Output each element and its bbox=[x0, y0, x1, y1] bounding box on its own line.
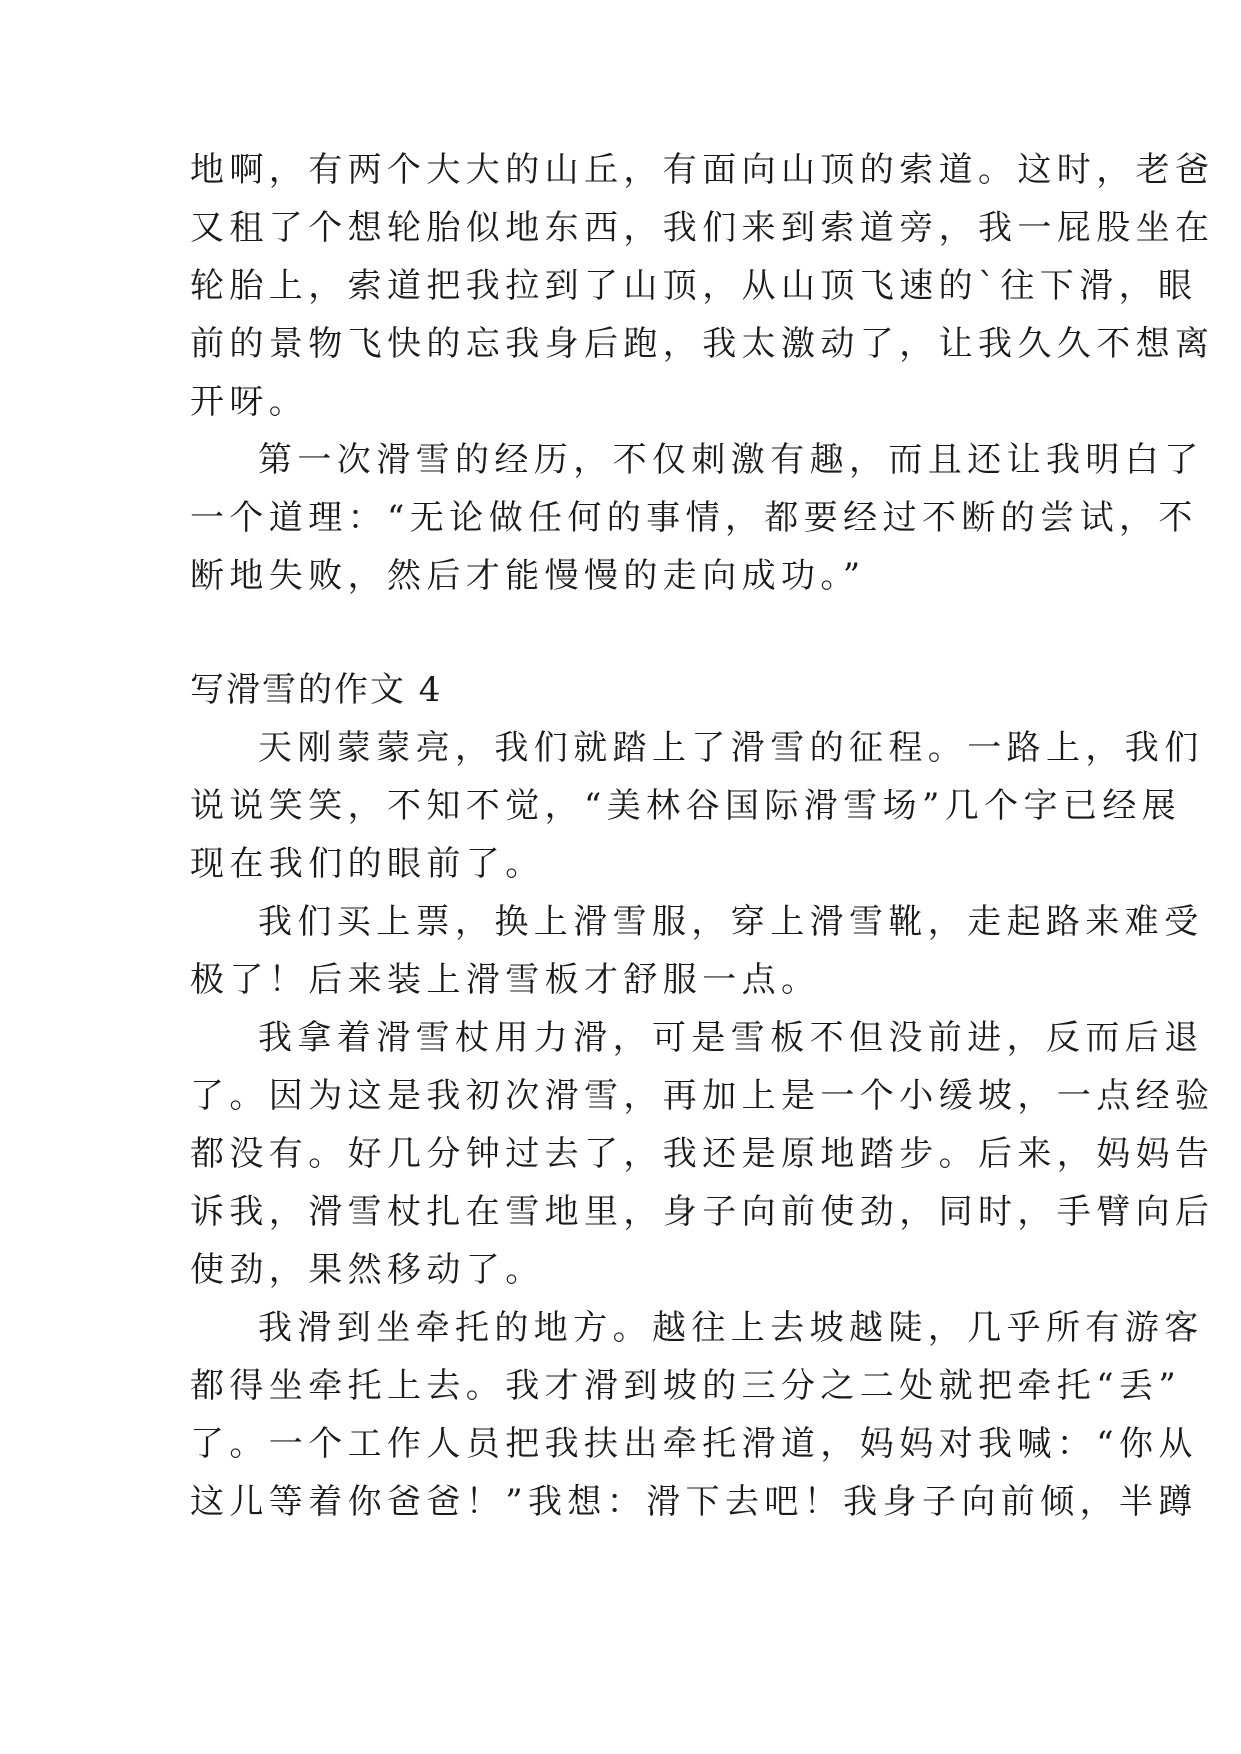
text-line: 开呀。 bbox=[190, 382, 309, 422]
text-line: 我拿着滑雪杖用力滑，可是雪板不但没前进，反而后退 bbox=[258, 1018, 1204, 1058]
text-line: 都没有。好几分钟过去了，我还是原地踏步。后来，妈妈告 bbox=[190, 1134, 1215, 1174]
text-line: 轮胎上，索道把我拉到了山顶，从山顶飞速的`往下滑，眼 bbox=[190, 266, 1198, 306]
text-line: 地啊，有两个大大的山丘，有面向山顶的索道。这时，老爸 bbox=[190, 150, 1215, 190]
text-line: 说说笑笑，不知不觉，“美林谷国际滑雪场”几个字已经展 bbox=[190, 786, 1182, 826]
text-line: 了。因为这是我初次滑雪，再加上是一个小缓坡，一点经验 bbox=[190, 1076, 1215, 1116]
text-line: 第一次滑雪的经历，不仅刺激有趣，而且还让我明白了 bbox=[258, 440, 1204, 480]
text-line: 这儿等着你爸爸！”我想：滑下去吧！我身子向前倾，半蹲 bbox=[190, 1482, 1198, 1522]
text-line: 天刚蒙蒙亮，我们就踏上了滑雪的征程。一路上，我们 bbox=[258, 728, 1204, 768]
text-line: 都得坐牵托上去。我才滑到坡的三分之二处就把牵托“丢” bbox=[190, 1366, 1182, 1406]
text-line: 前的景物飞快的忘我身后跑，我太激动了，让我久久不想离 bbox=[190, 324, 1215, 364]
section-heading: 写滑雪的作文 4 bbox=[190, 670, 443, 710]
text-line: 了。一个工作人员把我扶出牵托滑道，妈妈对我喊：“你从 bbox=[190, 1424, 1198, 1464]
text-line: 断地失败，然后才能慢慢的走向成功。” bbox=[190, 556, 866, 596]
text-line: 现在我们的眼前了。 bbox=[190, 844, 545, 884]
text-line: 一个道理：“无论做任何的事情，都要经过不断的尝试，不 bbox=[190, 498, 1198, 538]
text-line: 我滑到坐牵托的地方。越往上去坡越陡，几乎所有游客 bbox=[258, 1308, 1204, 1348]
text-line: 我们买上票，换上滑雪服，穿上滑雪靴，走起路来难受 bbox=[258, 902, 1204, 942]
text-line: 又租了个想轮胎似地东西，我们来到索道旁，我一屁股坐在 bbox=[190, 208, 1215, 248]
text-line: 使劲，果然移动了。 bbox=[190, 1250, 545, 1290]
text-line: 极了！后来装上滑雪板才舒服一点。 bbox=[190, 960, 821, 1000]
text-line: 诉我，滑雪杖扎在雪地里，身子向前使劲，同时，手臂向后 bbox=[190, 1192, 1215, 1232]
